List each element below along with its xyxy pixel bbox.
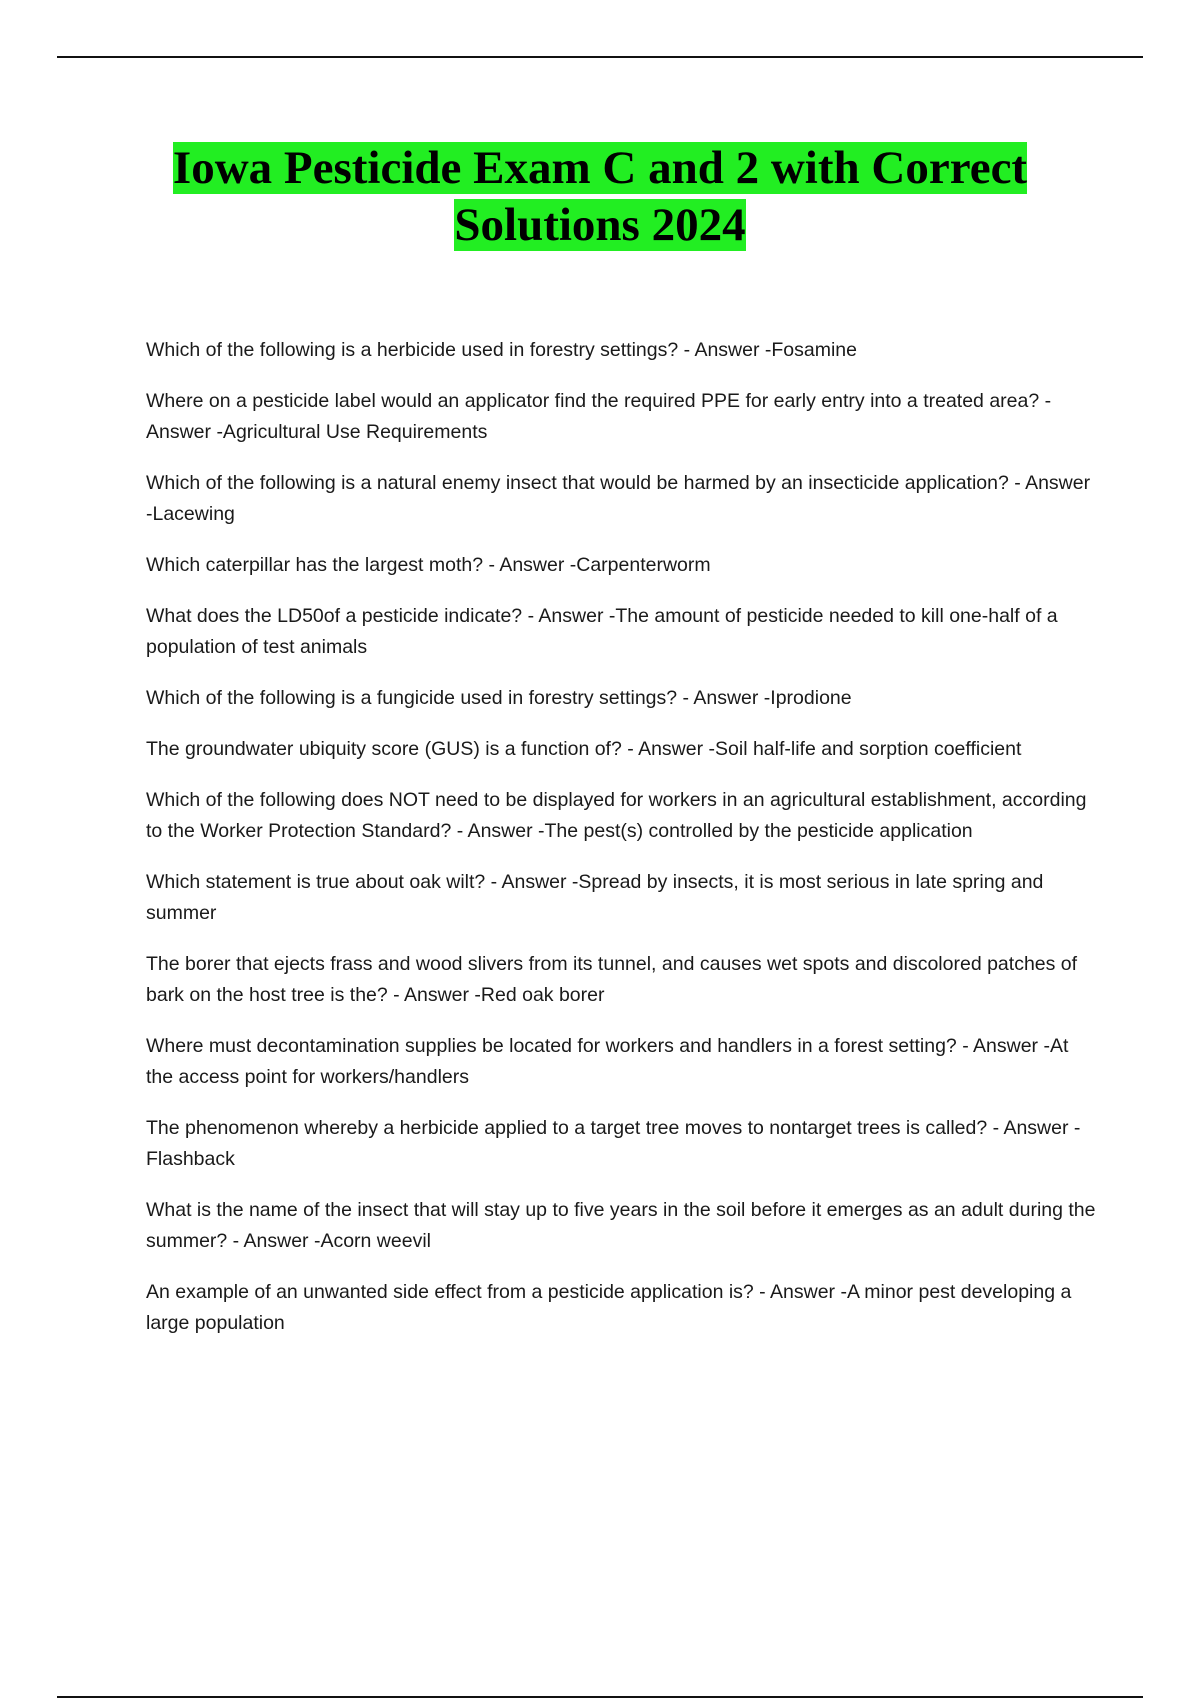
qa-item: What does the LD50of a pesticide indicate? - Answer -The amount of pesticide needed to kill one-half of a population of test animals [146,605,1058,658]
qa-item: An example of an unwanted side effect from a pesticide application is? - Answer -A minor pest developing a large population [146,1281,1072,1334]
qa-item: Which of the following is a natural enemy insect that would be harmed by an insecticide application? - Answer -Lacewing [146,472,1091,525]
qa-item: What is the name of the insect that will stay up to five years in the soil before it emerges as an adult during the summer? - Answer -Acorn weevil [146,1199,1096,1252]
qa-list [146,335,1096,1359]
qa-item: The groundwater ubiquity score (GUS) is a function of? - Answer -Soil half-life and sorption coefficient [146,738,1022,760]
qa-item: Which caterpillar has the largest moth? - Answer -Carpenterworm [146,554,711,576]
title-line-2: Solutions 2024 [454,199,746,251]
qa-item: Which of the following does NOT need to be displayed for workers in an agricultural establishment, according to the Worker Protection Standard? - Answer -The pest(s) controlled by the pesticide application [146,789,1087,842]
qa-item: The borer that ejects frass and wood slivers from its tunnel, and causes wet spots and discolored patches of bark on the host tree is the? - Answer -Red oak borer [146,953,1078,1006]
qa-item: Where must decontamination supplies be located for workers and handlers in a forest setting? - Answer -At the access point for workers/handlers [146,1035,1069,1088]
qa-item: Where on a pesticide label would an applicator find the required PPE for early entry into a treated area? - Answer -Agricultural Use Requirements [146,390,1052,443]
qa-item: Which statement is true about oak wilt? - Answer -Spread by insects, it is most serious in late spring and summer [146,871,1044,924]
top-rule [57,56,1143,58]
page-title [100,140,1100,254]
qa-item: Which of the following is a fungicide used in forestry settings? - Answer -Iprodione [146,687,852,709]
qa-item: Which of the following is a herbicide used in forestry settings? - Answer -Fosamine [146,339,857,361]
qa-item: The phenomenon whereby a herbicide applied to a target tree moves to nontarget trees is called? - Answer -Flashback [146,1117,1081,1170]
bottom-rule [57,1696,1143,1698]
title-line-1: Iowa Pesticide Exam C and 2 with Correct [172,142,1028,194]
